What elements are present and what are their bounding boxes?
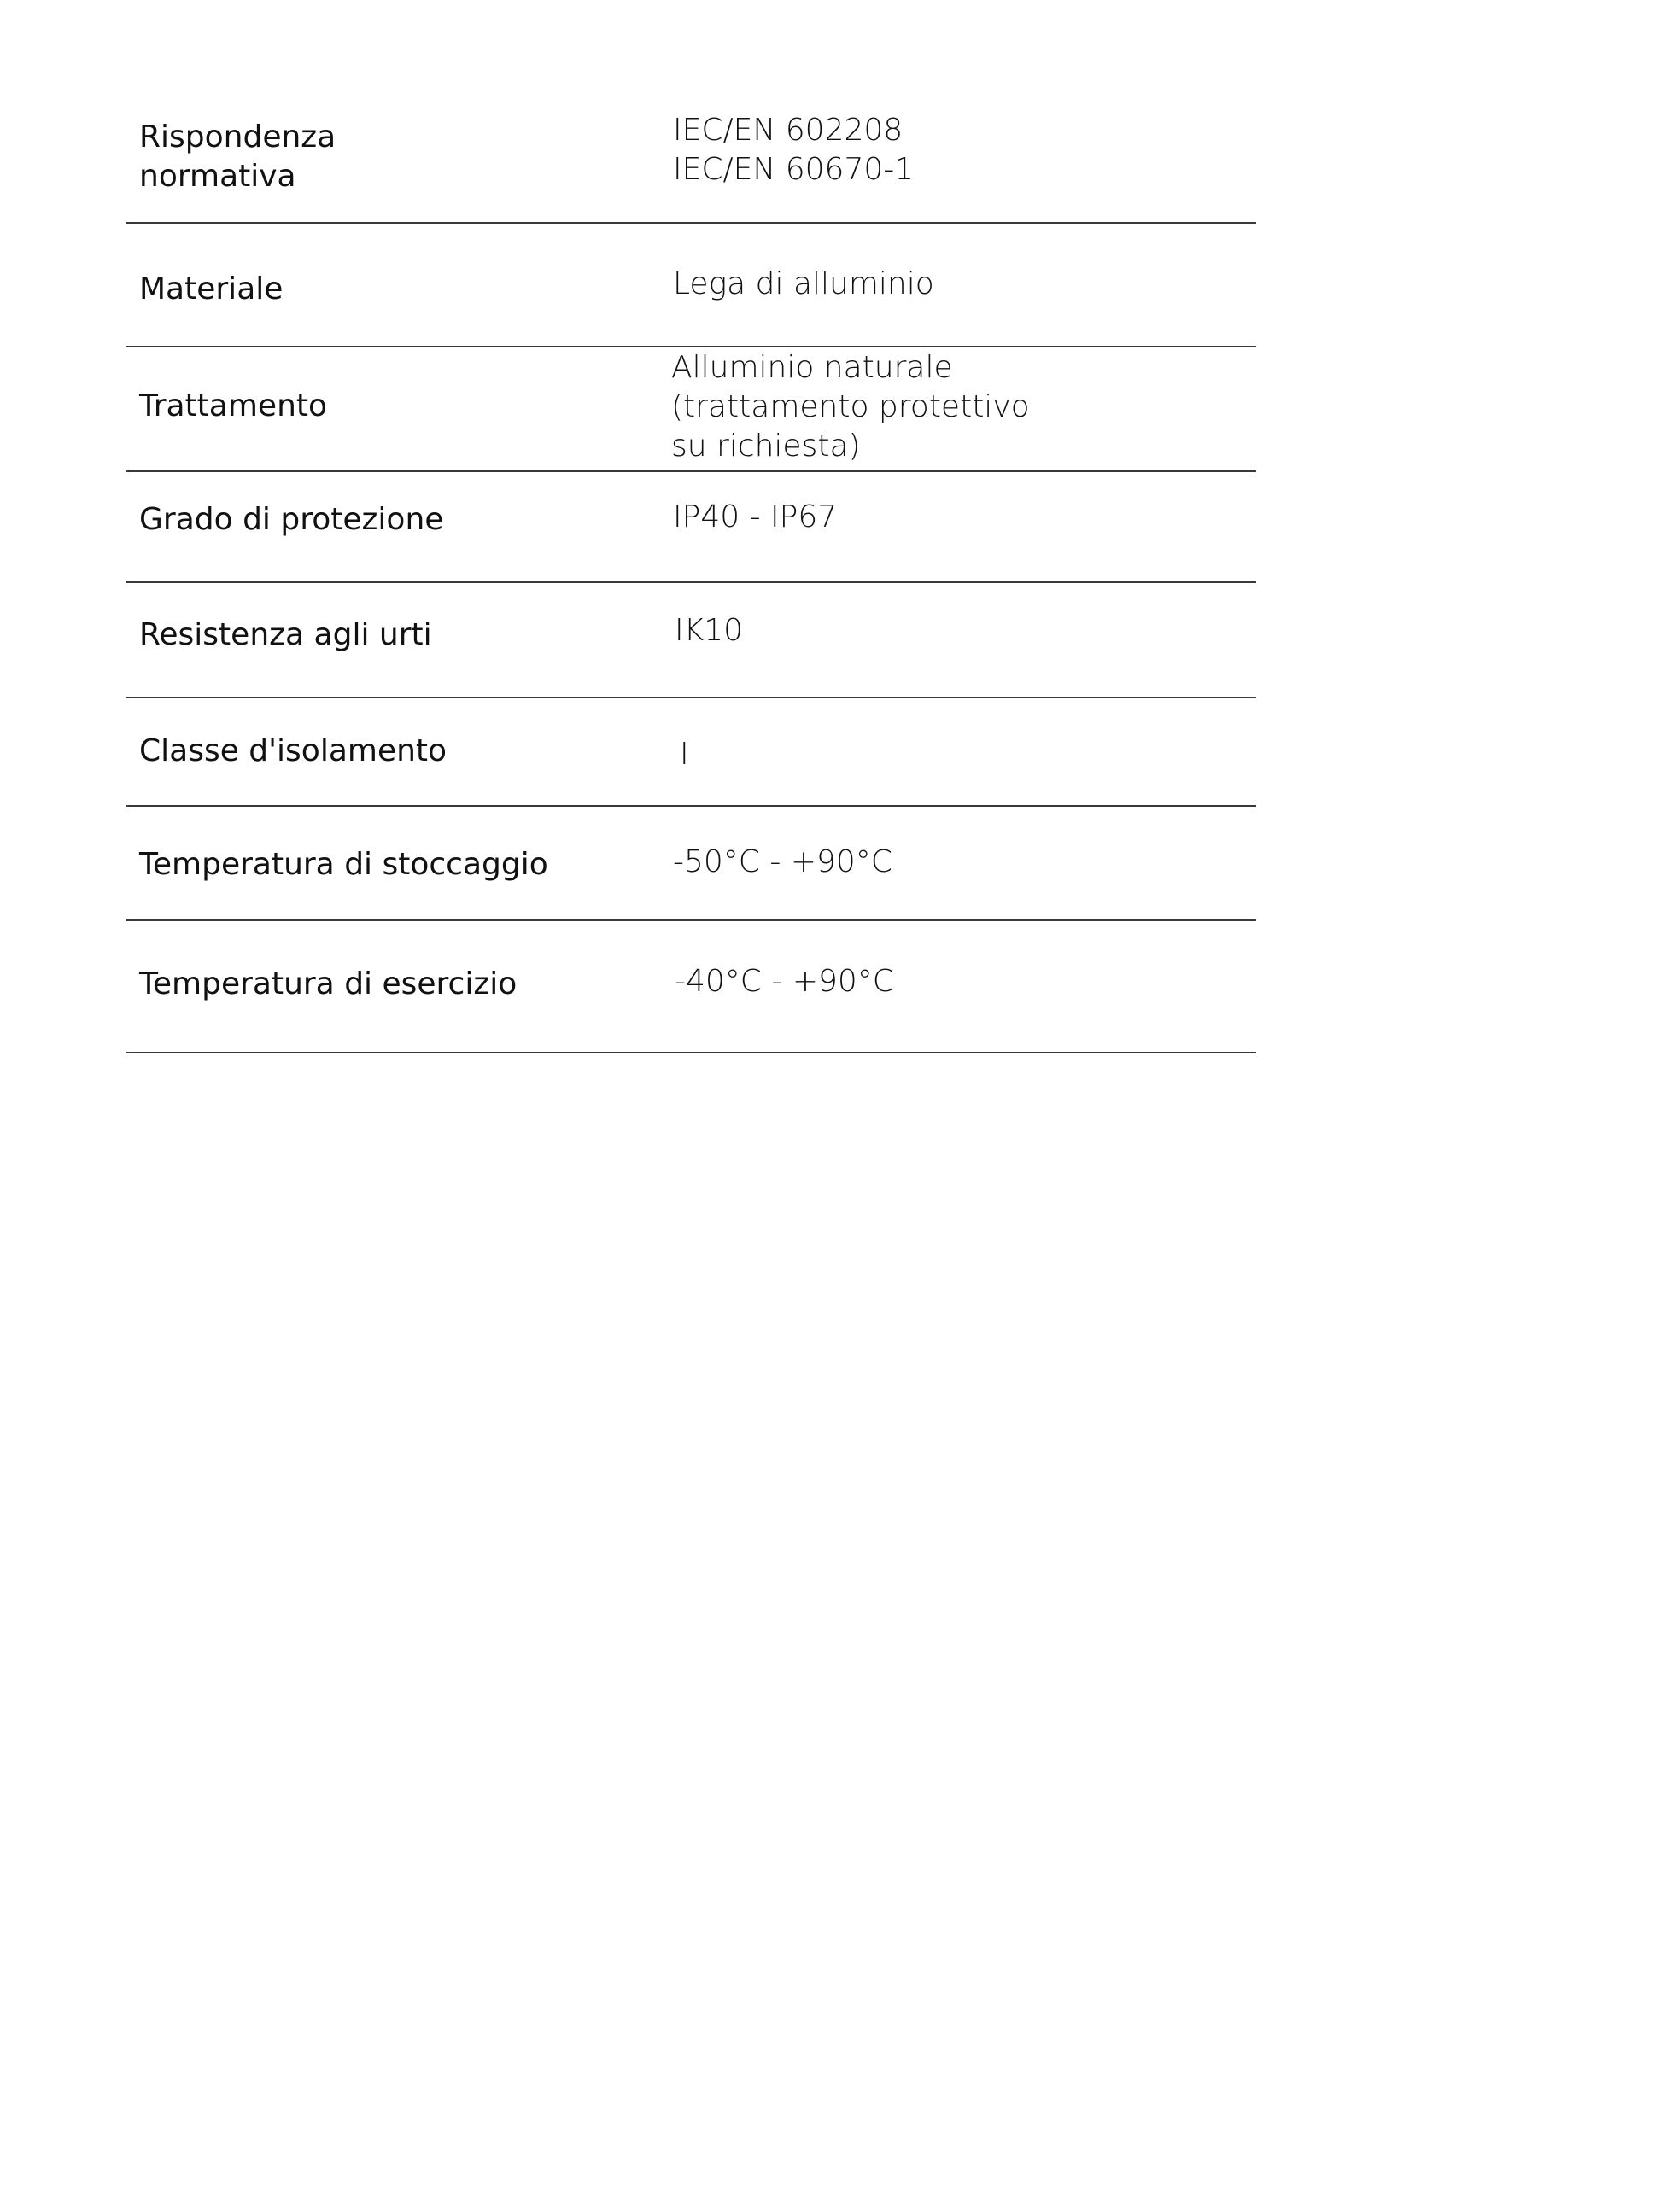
spec-label: Materiale xyxy=(139,271,284,306)
spec-label: Grado di protezione xyxy=(139,502,444,537)
spec-value: I xyxy=(680,737,689,772)
spec-row-trattamento xyxy=(126,347,1256,472)
spec-row-grado-protezione xyxy=(126,472,1256,583)
spec-label: Rispondenza normativa xyxy=(139,120,336,194)
spec-label: Temperatura di esercizio xyxy=(139,966,518,1001)
spec-value: IEC/EN 602208 IEC/EN 60670-1 xyxy=(673,113,915,187)
spec-row-classe-isolamento xyxy=(126,698,1256,807)
spec-label: Classe d'isolamento xyxy=(139,733,447,768)
spec-value: -40°C - +90°C xyxy=(675,964,894,999)
spec-row-resistenza-urti xyxy=(126,583,1256,698)
spec-row-materiale xyxy=(126,224,1256,347)
spec-value: -50°C - +90°C xyxy=(673,844,892,879)
spec-label: Temperatura di stoccaggio xyxy=(139,847,548,882)
spec-row-temperatura-esercizio xyxy=(126,921,1256,1053)
spec-row-rispondenza xyxy=(126,111,1256,224)
spec-value: Alluminio naturale (trattamento protettivo su richiesta) xyxy=(671,350,1030,464)
spec-label: Resistenza agli urti xyxy=(139,617,432,652)
spec-value: IP40 - IP67 xyxy=(673,499,838,534)
spec-value: IK10 xyxy=(675,613,744,648)
spec-value: Lega di alluminio xyxy=(673,266,934,301)
spec-row-temperatura-stoccaggio xyxy=(126,807,1256,921)
spec-label: Trattamento xyxy=(139,388,328,423)
